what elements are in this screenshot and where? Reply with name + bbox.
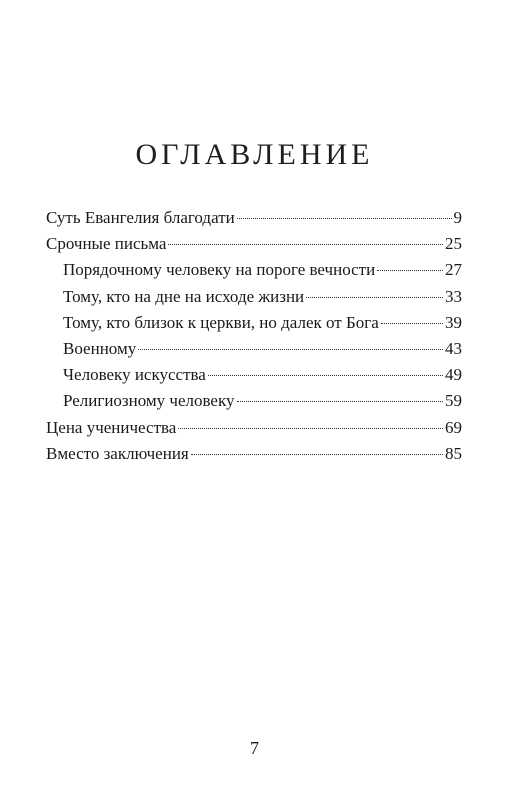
toc-subentry — [46, 313, 462, 339]
toc-leader-dots — [191, 454, 443, 455]
page-title: ОГЛАВЛЕНИЕ — [135, 138, 374, 172]
toc-entry-label: Военному — [63, 338, 137, 358]
toc-entry — [46, 208, 462, 234]
toc-entry-label: Срочные письма — [46, 234, 167, 254]
toc-entry-page: 49 — [445, 365, 462, 385]
toc-leader-dots — [178, 428, 443, 429]
toc-leader-dots — [208, 375, 443, 376]
toc-entry-page: 85 — [445, 443, 462, 463]
toc-entry-label: Тому, кто близок к церкви, но далек от Бога — [63, 312, 379, 332]
toc-entry-label: Цена ученичества — [46, 417, 177, 437]
toc-leader-dots — [381, 323, 443, 324]
toc-entry-label: Тому, кто на дне на исходе жизни — [63, 286, 305, 306]
toc-subentry — [46, 260, 462, 286]
toc-subentry — [46, 339, 462, 365]
toc-entry-page: 25 — [445, 234, 462, 254]
toc-subentry — [46, 365, 462, 391]
toc-entry — [46, 444, 462, 470]
toc-leader-dots — [168, 244, 443, 245]
toc-entry-label: Человеку искусства — [63, 365, 206, 385]
toc-entry-label: Вместо заключения — [46, 443, 189, 463]
toc-entry-page: 43 — [445, 338, 462, 358]
toc-entry — [46, 234, 462, 260]
page-number: 7 — [250, 738, 259, 758]
table-of-contents — [46, 208, 462, 470]
toc-subentry — [46, 287, 462, 313]
toc-entry-page: 9 — [453, 208, 462, 227]
toc-leader-dots — [138, 349, 443, 350]
toc-entry-page: 59 — [445, 391, 462, 411]
toc-subentry — [46, 391, 462, 417]
toc-leader-dots — [237, 218, 452, 219]
toc-leader-dots — [377, 270, 443, 271]
toc-entry-label: Суть Евангелия благодати — [46, 208, 235, 227]
toc-entry-page: 69 — [445, 417, 462, 437]
toc-entry-page: 33 — [445, 286, 462, 306]
toc-entry — [46, 418, 462, 444]
toc-leader-dots — [237, 401, 444, 402]
toc-entry-label: Порядочному человеку на пороге вечности — [63, 260, 376, 280]
toc-leader-dots — [306, 297, 443, 298]
toc-entry-page: 39 — [445, 312, 462, 332]
toc-entry-page: 27 — [445, 260, 462, 280]
toc-entry-label: Религиозному человеку — [63, 391, 235, 411]
